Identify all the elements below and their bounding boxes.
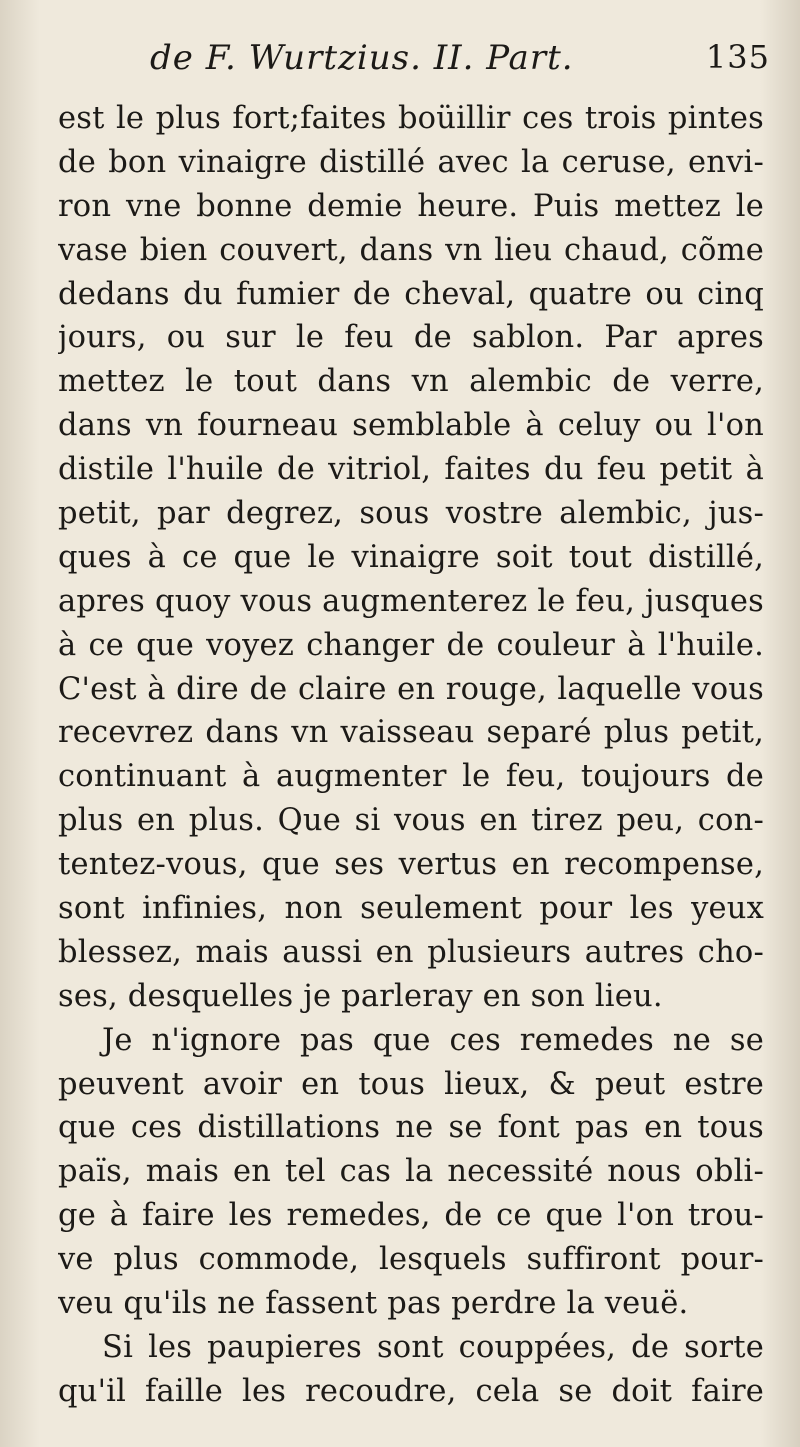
text-line: de bon vinaigre distillé avec la ceruse, envi-	[58, 144, 764, 180]
page-header	[150, 38, 770, 88]
text-line: peuvent avoir en tous lieux, & peut estre	[58, 1066, 764, 1102]
text-line: ses, desquelles je parleray en son lieu.	[58, 978, 663, 1014]
text-line: vase bien couvert, dans vn lieu chaud, cõme	[58, 232, 764, 268]
text-line: ve plus commode, lesquels suffiront pour-	[58, 1242, 764, 1278]
running-title: de F. Wurtzius. II. Part.	[150, 38, 574, 78]
text-line: plus en plus. Que si vous en tirez peu, con-	[58, 803, 764, 839]
text-line: ques à ce que le vinaigre soit tout distillé,	[58, 539, 764, 575]
text-line: dedans du fumier de cheval, quatre ou cinq	[58, 276, 764, 312]
text-line: Si les paupieres sont couppées, de sorte	[102, 1329, 764, 1365]
text-line: à ce que voyez changer de couleur à l'huile.	[58, 627, 764, 663]
text-line: mettez le tout dans vn alembic de verre,	[58, 364, 764, 400]
text-line: recevrez dans vn vaisseau separé plus petit,	[58, 715, 764, 751]
text-line: Je n'ignore pas que ces remedes ne se	[102, 1022, 764, 1058]
text-line: ron vne bonne demie heure. Puis mettez le	[58, 188, 764, 224]
text-line: veu qu'ils ne fassent pas perdre la veuë.	[58, 1286, 689, 1322]
text-line: ge à faire les remedes, de ce que l'on trou-	[58, 1198, 764, 1234]
text-line: apres quoy vous augmenterez le feu, jusques	[58, 583, 764, 619]
page-number: 135	[705, 38, 770, 76]
text-line: C'est à dire de claire en rouge, laquelle vous	[58, 671, 764, 707]
text-line: blessez, mais aussi en plusieurs autres cho-	[58, 934, 764, 970]
text-line: qu'il faille les recoudre, cela se doit faire	[58, 1373, 764, 1409]
body-text	[58, 97, 764, 1414]
text-line: tentez-vous, que ses vertus en recompense,	[58, 847, 764, 883]
text-line: continuant à augmenter le feu, toujours de	[58, 759, 764, 795]
text-line: jours, ou sur le feu de sablon. Par apres	[58, 320, 764, 356]
text-line: est le plus fort;faites boüillir ces trois pintes	[58, 101, 764, 136]
text-line: dans vn fourneau semblable à celuy ou l'on	[58, 408, 764, 444]
text-line: païs, mais en tel cas la necessité nous obli-	[58, 1154, 764, 1190]
text-line: distile l'huile de vitriol, faites du feu petit à	[58, 452, 764, 488]
text-line: petit, par degrez, sous vostre alembic, jus-	[58, 496, 764, 532]
text-line: sont infinies, non seulement pour les yeux	[58, 891, 764, 927]
text-line: que ces distillations ne se font pas en tous	[58, 1110, 764, 1146]
